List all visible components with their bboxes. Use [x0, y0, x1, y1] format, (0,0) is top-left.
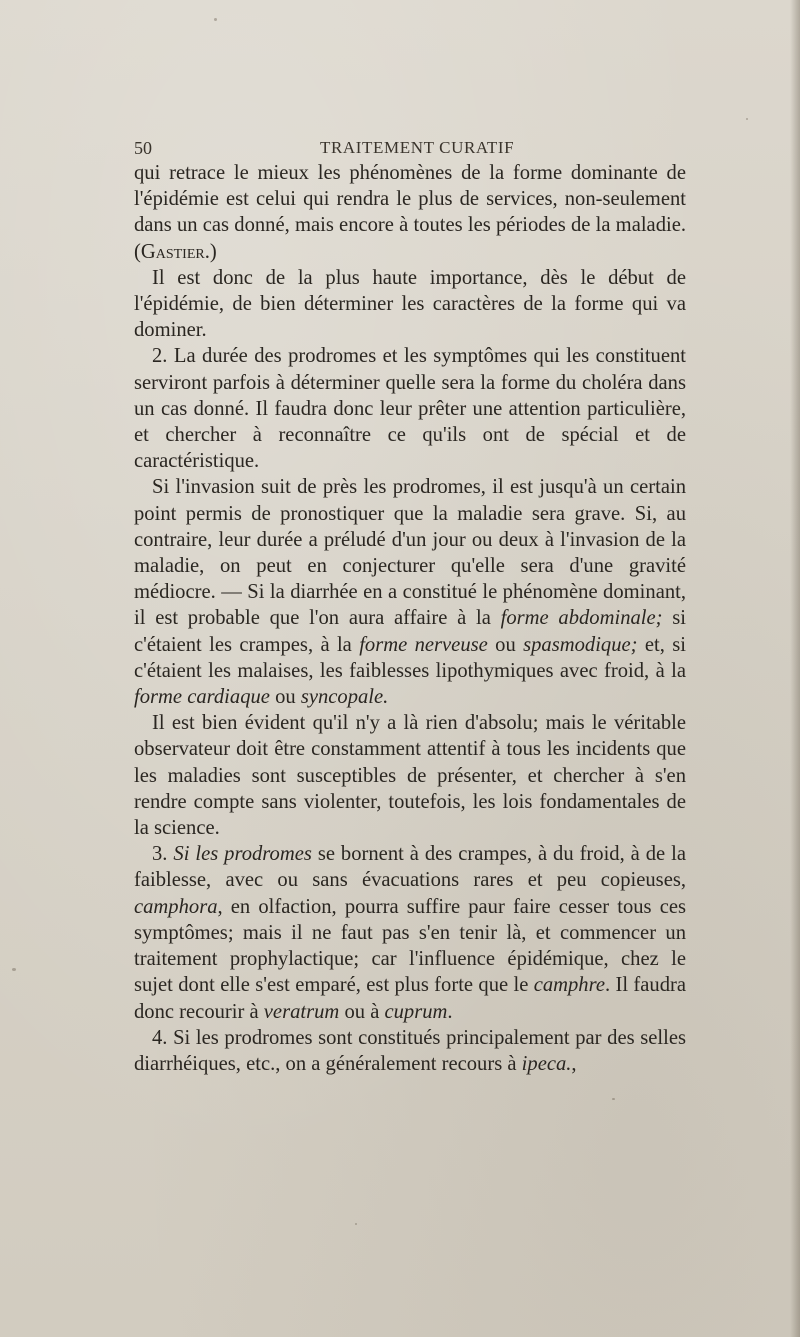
text-run: Il est donc de la plus haute importance, dès le début de l'épidémie, de bien déterminer les caractères de la forme qui va dominer. — [134, 266, 686, 342]
italic-run: camphre — [533, 974, 605, 997]
text-run: et, si c'étaient les malaises, les faiblesses lipothymiques avec froid, à la — [134, 633, 686, 682]
text-run: ou à — [339, 1000, 385, 1023]
italic-run: Si les prodromes — [173, 843, 312, 866]
small-caps-run: Gastier. — [140, 240, 210, 263]
text-run: si c'étaient les crampes, à la — [134, 607, 686, 656]
text-run: ou — [487, 633, 524, 656]
page-number: 50 — [134, 138, 152, 158]
text-run: 4. Si les prodromes sont constitués principalement par des selles diarrhéiques, etc., on a généralement recours à — [134, 1026, 686, 1075]
paper-speck — [746, 118, 748, 120]
paragraph — [134, 474, 686, 710]
paragraph — [134, 1025, 686, 1077]
text-run: ou — [269, 686, 301, 709]
italic-run: spasmodique; — [523, 633, 638, 656]
text-run: . Il faudra donc recourir à — [134, 974, 686, 1023]
paper-speck — [12, 968, 16, 971]
paper-speck — [612, 1098, 615, 1100]
paper-speck — [355, 1223, 357, 1225]
text-run: se bornent à des crampes, à du froid, à de la faiblesse, avec ou sans évacuations rares et peu copieuses, — [134, 843, 687, 892]
italic-run: forme cardiaque — [134, 686, 270, 709]
body-text — [134, 160, 686, 1077]
italic-run: veratrum — [263, 1000, 340, 1023]
text-run: , en olfaction, pourra suffire paur faire cesser tous ces symptômes; mais il ne faut pas s'en tenir là, et commencer un traitement prophylactique; car l'influence épidémique, chez le sujet dont elle s'est emparé, est plus forte que le — [134, 895, 686, 997]
paragraph — [134, 710, 686, 841]
italic-run: ipeca. — [521, 1052, 572, 1075]
paragraph — [134, 265, 686, 344]
text-run: 2. La durée des prodromes et les symptômes qui les constituent serviront parfois à déterminer quelle sera la forme du choléra dans un cas donné. Il faudra donc leur prêter une attention particulière, et chercher à reconnaître ce qu'ils ont de spécial et de caractéristique. — [134, 345, 686, 473]
text-run: , — [571, 1052, 577, 1075]
italic-run: forme nerveuse — [359, 633, 488, 656]
text-run: qui retrace le mieux les phénomènes de la forme dominante de l'épidémie est celui qui rendra le plus de services, non-seulement dans un cas donné, mais encore à toutes les périodes de la maladie. ( — [134, 162, 686, 263]
text-run: Il est bien évident qu'il n'y a là rien d'absolu; mais le véritable observateur doit être constamment attentif à tous les incidents que les maladies sont susceptibles de présenter, et chercher à s'en rendre compte sans violenter, toutefois, les lois fondamentales de la science. — [134, 712, 686, 840]
italic-run: cuprum — [384, 1000, 448, 1023]
paragraph — [134, 160, 686, 265]
paper-speck — [214, 18, 217, 21]
paragraph — [134, 343, 686, 474]
text-run: ) — [209, 240, 217, 263]
paragraph — [134, 841, 686, 1024]
running-title: TRAITEMENT CURATIF — [320, 138, 515, 157]
italic-run: camphora — [134, 895, 218, 918]
italic-run: forme abdominale; — [500, 607, 663, 630]
text-run: 3. — [152, 843, 174, 866]
italic-run: syncopale. — [300, 686, 389, 709]
text-run: . — [447, 1000, 453, 1023]
text-run: Si l'invasion suit de près les prodromes, il est jusqu'à un certain point permis de pronostiquer que la maladie sera grave. Si, au contraire, leur durée a préludé d'un jour ou deux à l'invasion de la maladie, on peut en conjecturer qu'elle sera d'une gravité médiocre. — Si la diarrhée en a constitué le phénomène dominant, il est probable que l'on aura affaire à la — [134, 476, 686, 630]
